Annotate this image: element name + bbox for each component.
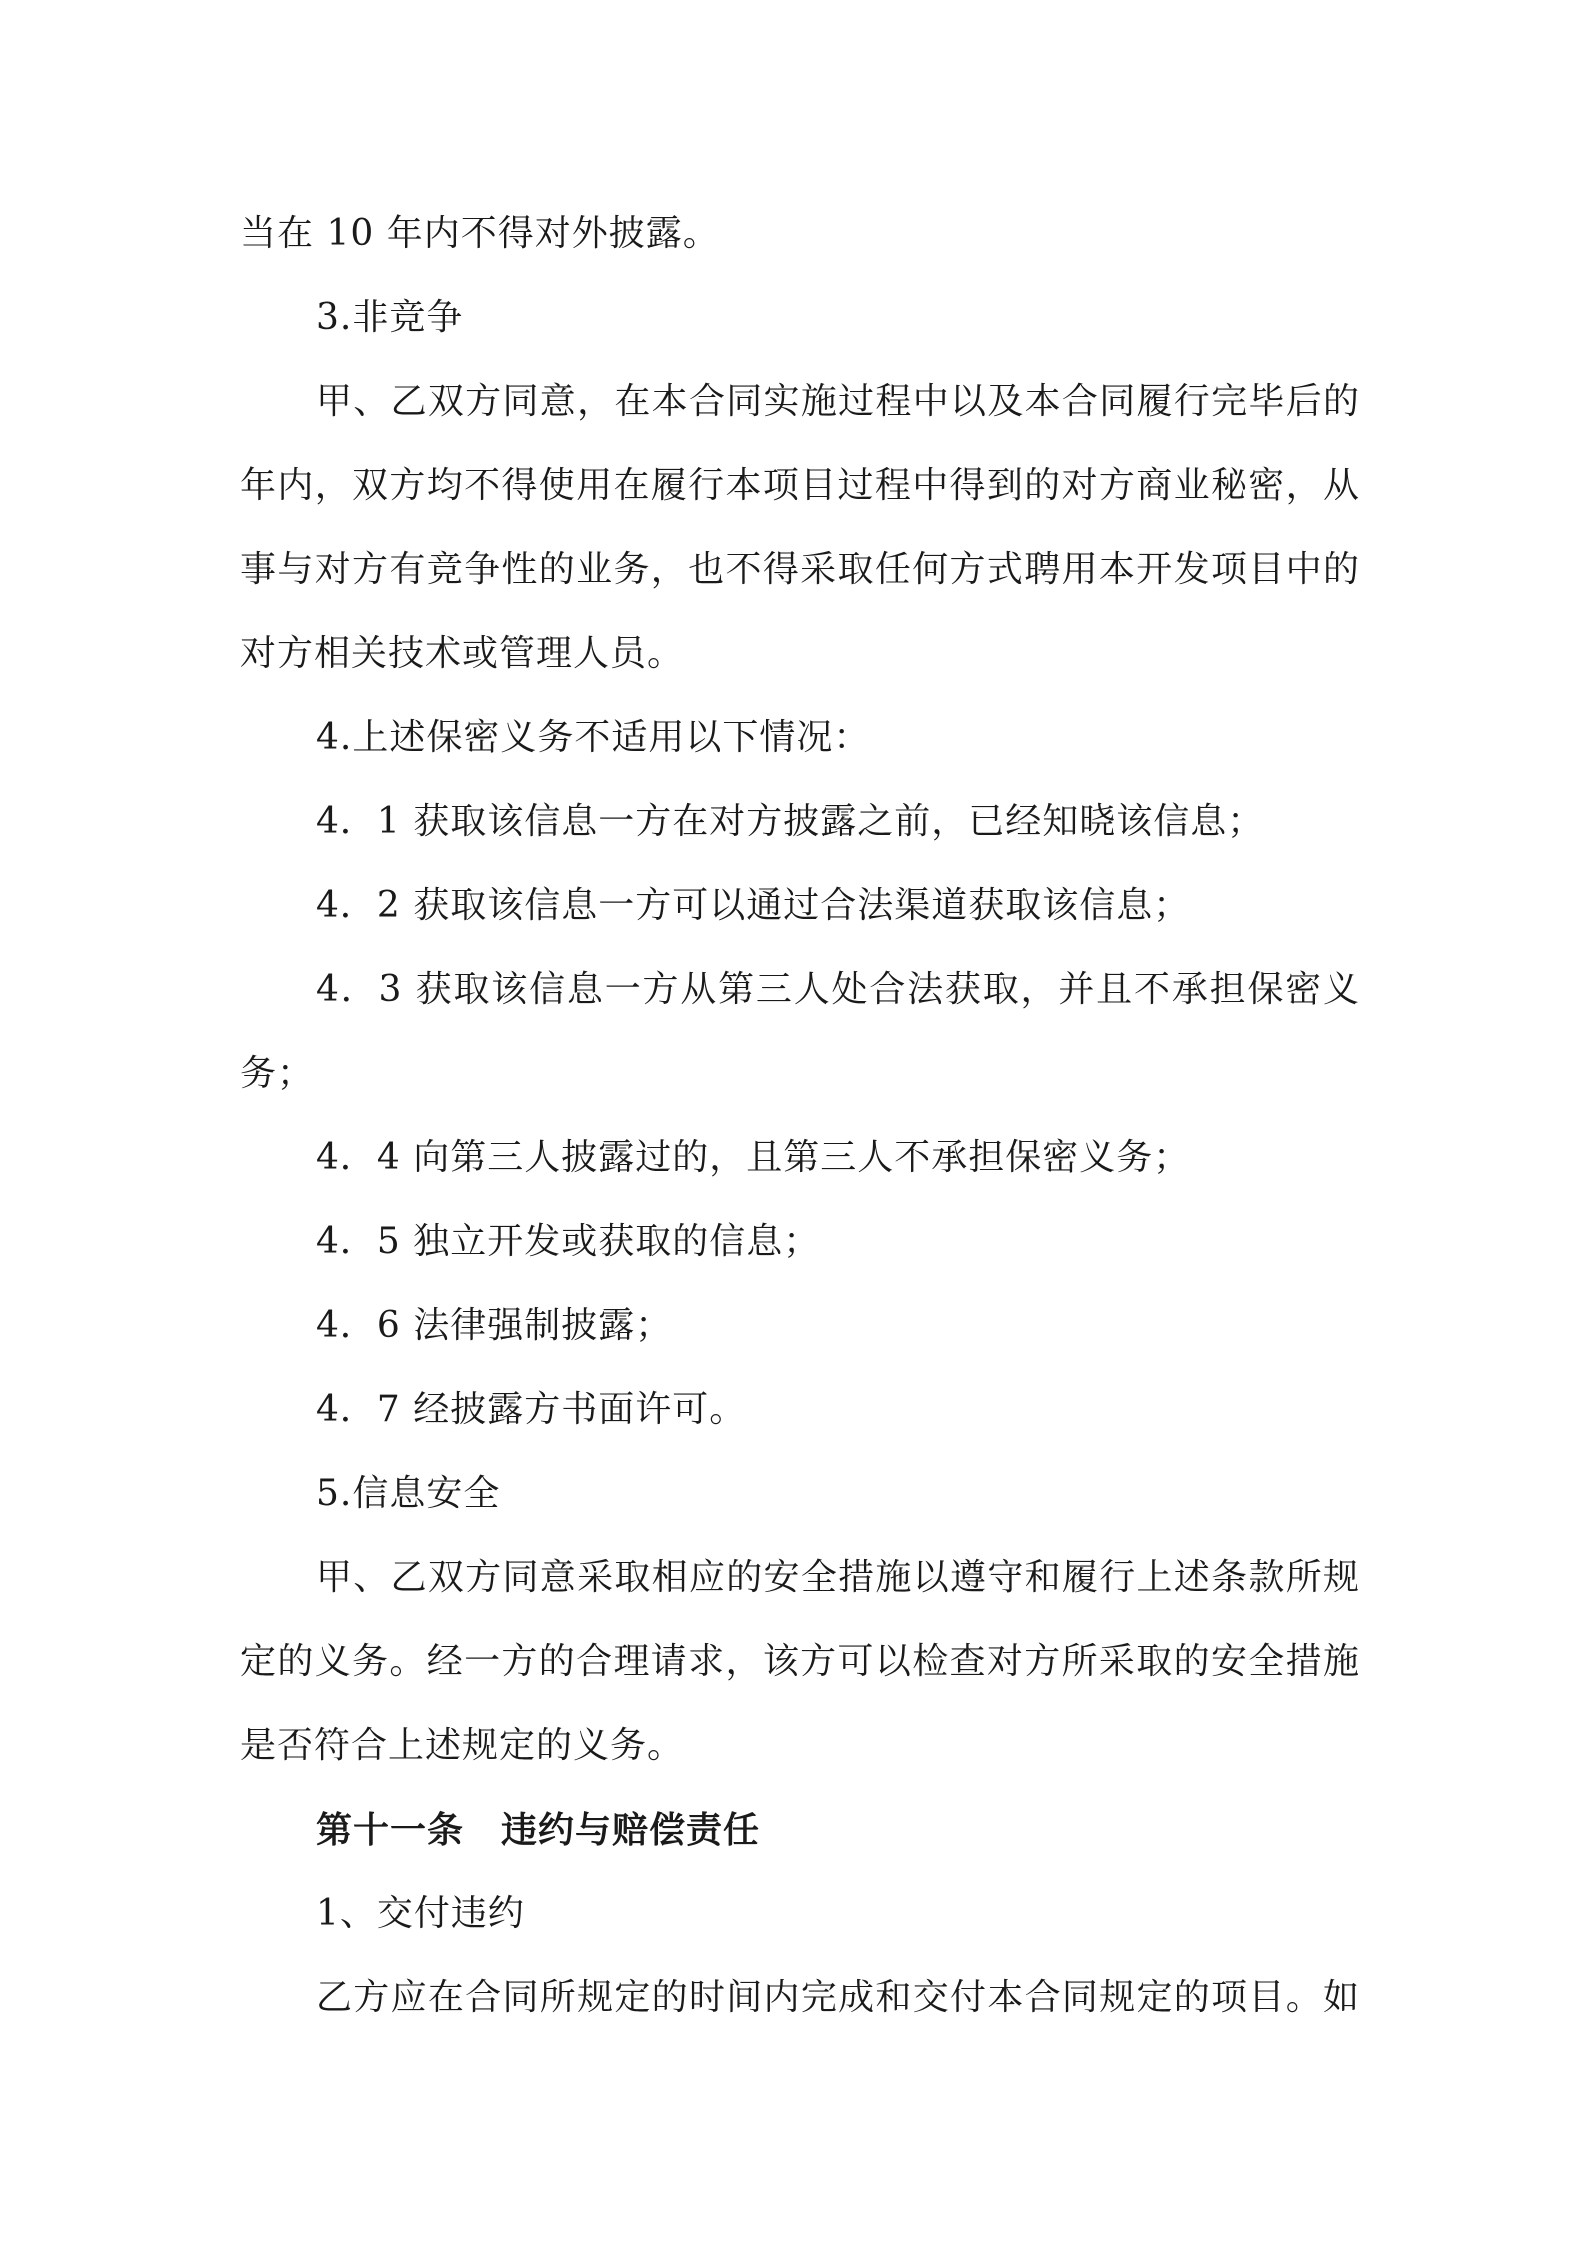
text-line: 事与对方有竞争性的业务，也不得采取任何方式聘用本开发项目中的 bbox=[240, 549, 1360, 590]
text-line: 乙方应在合同所规定的时间内完成和交付本合同规定的项目。如 bbox=[316, 1977, 1360, 2018]
list-item: 4．3 获取该信息一方从第三人处合法获取，并且不承担保密义 bbox=[316, 969, 1360, 1010]
list-item: 4．4 向第三人披露过的，且第三人不承担保密义务； bbox=[316, 1137, 1191, 1178]
text-line: 年内，双方均不得使用在履行本项目过程中得到的对方商业秘密，从 bbox=[240, 465, 1360, 506]
text-line: 甲、乙双方同意采取相应的安全措施以遵守和履行上述条款所规 bbox=[316, 1557, 1360, 1598]
list-item: 4．7 经披露方书面许可。 bbox=[316, 1389, 747, 1430]
text-line: 定的义务。经一方的合理请求，该方可以检查对方所采取的安全措施 bbox=[240, 1641, 1360, 1682]
section-heading: 5.信息安全 bbox=[316, 1473, 501, 1514]
text-line: 对方相关技术或管理人员。 bbox=[240, 633, 685, 674]
text-line: 务； bbox=[240, 1053, 315, 1094]
text-line: 是否符合上述规定的义务。 bbox=[240, 1725, 685, 1766]
list-item: 4．6 法律强制披露； bbox=[316, 1305, 673, 1346]
text-line: 甲、乙双方同意，在本合同实施过程中以及本合同履行完毕后的 bbox=[316, 381, 1360, 422]
list-item: 4．2 获取该信息一方可以通过合法渠道获取该信息； bbox=[316, 885, 1191, 926]
text-line: 当在 10 年内不得对外披露。 bbox=[240, 213, 720, 254]
article-heading: 第十一条 违约与赔偿责任 bbox=[316, 1809, 761, 1851]
section-heading: 4.上述保密义务不适用以下情况： bbox=[316, 717, 871, 758]
list-item: 4．5 独立开发或获取的信息； bbox=[316, 1221, 821, 1262]
section-heading: 1、交付违约 bbox=[316, 1893, 525, 1934]
list-item: 4．1 获取该信息一方在对方披露之前，已经知晓该信息； bbox=[316, 801, 1265, 842]
section-heading: 3.非竞争 bbox=[316, 297, 464, 338]
